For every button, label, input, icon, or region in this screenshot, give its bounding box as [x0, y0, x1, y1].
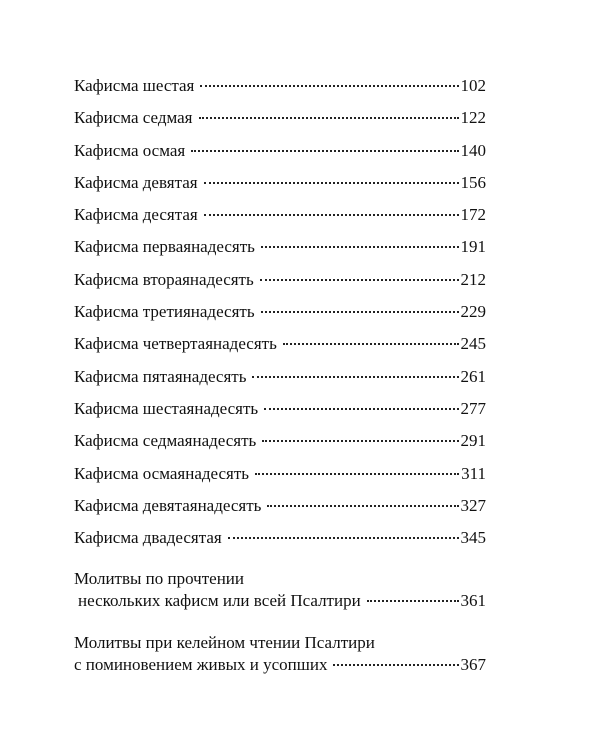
- toc-entry-title-line2: с поминовением живых и усопших: [74, 655, 328, 675]
- toc-entry-page: 191: [460, 237, 486, 257]
- toc-entry: [74, 205, 486, 237]
- toc-entry-title: Кафисма пятаянадесять: [74, 366, 247, 386]
- toc-entry-title: Кафисма осмаянадесять: [74, 463, 250, 483]
- toc-entry: [74, 464, 486, 496]
- toc-entry-page: 277: [460, 398, 486, 418]
- toc-leader-dots: [255, 473, 459, 475]
- toc-entry-page: 172: [460, 205, 486, 225]
- toc-entry-title: Кафисма двадесятая: [74, 528, 222, 548]
- toc-entry: [74, 431, 486, 463]
- toc-entry-title: Кафисма третиянадесять: [74, 302, 255, 322]
- toc-leader-dots: [283, 343, 459, 345]
- toc-entry: [74, 528, 486, 560]
- toc-leader-dots: [260, 279, 459, 281]
- toc-entry-page: 345: [460, 528, 486, 548]
- toc-entry: [74, 367, 486, 399]
- toc-entry-title-line1: Молитвы при келейном чтении Псалтири: [74, 633, 375, 653]
- toc-entry: [74, 302, 486, 334]
- toc-entry: [74, 237, 486, 269]
- toc-entry: [74, 173, 486, 205]
- toc-entry-page: 327: [460, 495, 486, 515]
- toc-leader-dots: [333, 664, 458, 666]
- toc-entry: [74, 399, 486, 431]
- toc-entry-title-line2: нескольких кафисм или всей Псалтири: [78, 591, 361, 611]
- toc-entry-prayers-after-reading: [74, 568, 486, 612]
- toc-entry-title: Кафисма шестаянадесять: [74, 398, 259, 418]
- toc-leader-dots: [262, 440, 458, 442]
- toc-entry-title: Кафисма десятая: [74, 205, 198, 225]
- toc-entry-page: 261: [460, 366, 486, 386]
- toc-entry-title: Кафисма втораянадесять: [74, 269, 254, 289]
- toc-entry-page: 361: [460, 591, 486, 611]
- toc-entry: [74, 108, 486, 140]
- toc-entry: [74, 76, 486, 108]
- toc-entry-title: Кафисма перваянадесять: [74, 237, 255, 257]
- toc-entry-page: 311: [461, 463, 486, 483]
- toc-leader-dots: [204, 182, 459, 184]
- toc-entry-page: 140: [460, 140, 486, 160]
- toc-leader-dots: [200, 85, 458, 87]
- toc-entry-prayers-cell-reading: [74, 632, 486, 676]
- toc-entry-title: Кафисма девятая: [74, 172, 198, 192]
- toc-entry-title-line1: Молитвы по прочтении: [74, 569, 244, 589]
- toc-entry-title: Кафисма девятаянадесять: [74, 495, 262, 515]
- toc-entry-page: 367: [460, 655, 486, 675]
- toc-entry-page: 212: [460, 269, 486, 289]
- toc-entry-title: Кафисма седмаянадесять: [74, 431, 257, 451]
- toc-entry-title: Кафисма седмая: [74, 108, 193, 128]
- toc-leader-dots: [191, 150, 458, 152]
- toc-entry-page: 156: [460, 172, 486, 192]
- toc-entry-title: Кафисма шестая: [74, 76, 195, 95]
- toc-entry-page: 102: [460, 76, 486, 95]
- toc-leader-dots: [261, 246, 459, 248]
- toc-leader-dots: [252, 376, 458, 378]
- toc-entry-page: 122: [460, 108, 486, 128]
- toc-entry-title: Кафисма осмая: [74, 140, 186, 160]
- toc-entry-page: 229: [460, 302, 486, 322]
- table-of-contents: [74, 76, 486, 676]
- toc-entry: [74, 141, 486, 173]
- toc-entry: [74, 334, 486, 366]
- toc-entry-page: 245: [460, 334, 486, 354]
- toc-entry-page: 291: [460, 431, 486, 451]
- toc-leader-dots: [264, 408, 458, 410]
- toc-leader-dots: [367, 600, 459, 602]
- toc-leader-dots: [204, 214, 459, 216]
- toc-leader-dots: [199, 117, 459, 119]
- toc-entry: [74, 270, 486, 302]
- toc-leader-dots: [261, 311, 459, 313]
- toc-entry-title: Кафисма четвертаянадесять: [74, 334, 277, 354]
- toc-leader-dots: [228, 537, 459, 539]
- toc-leader-dots: [267, 505, 458, 507]
- toc-entry: [74, 496, 486, 528]
- spacer: [74, 612, 486, 624]
